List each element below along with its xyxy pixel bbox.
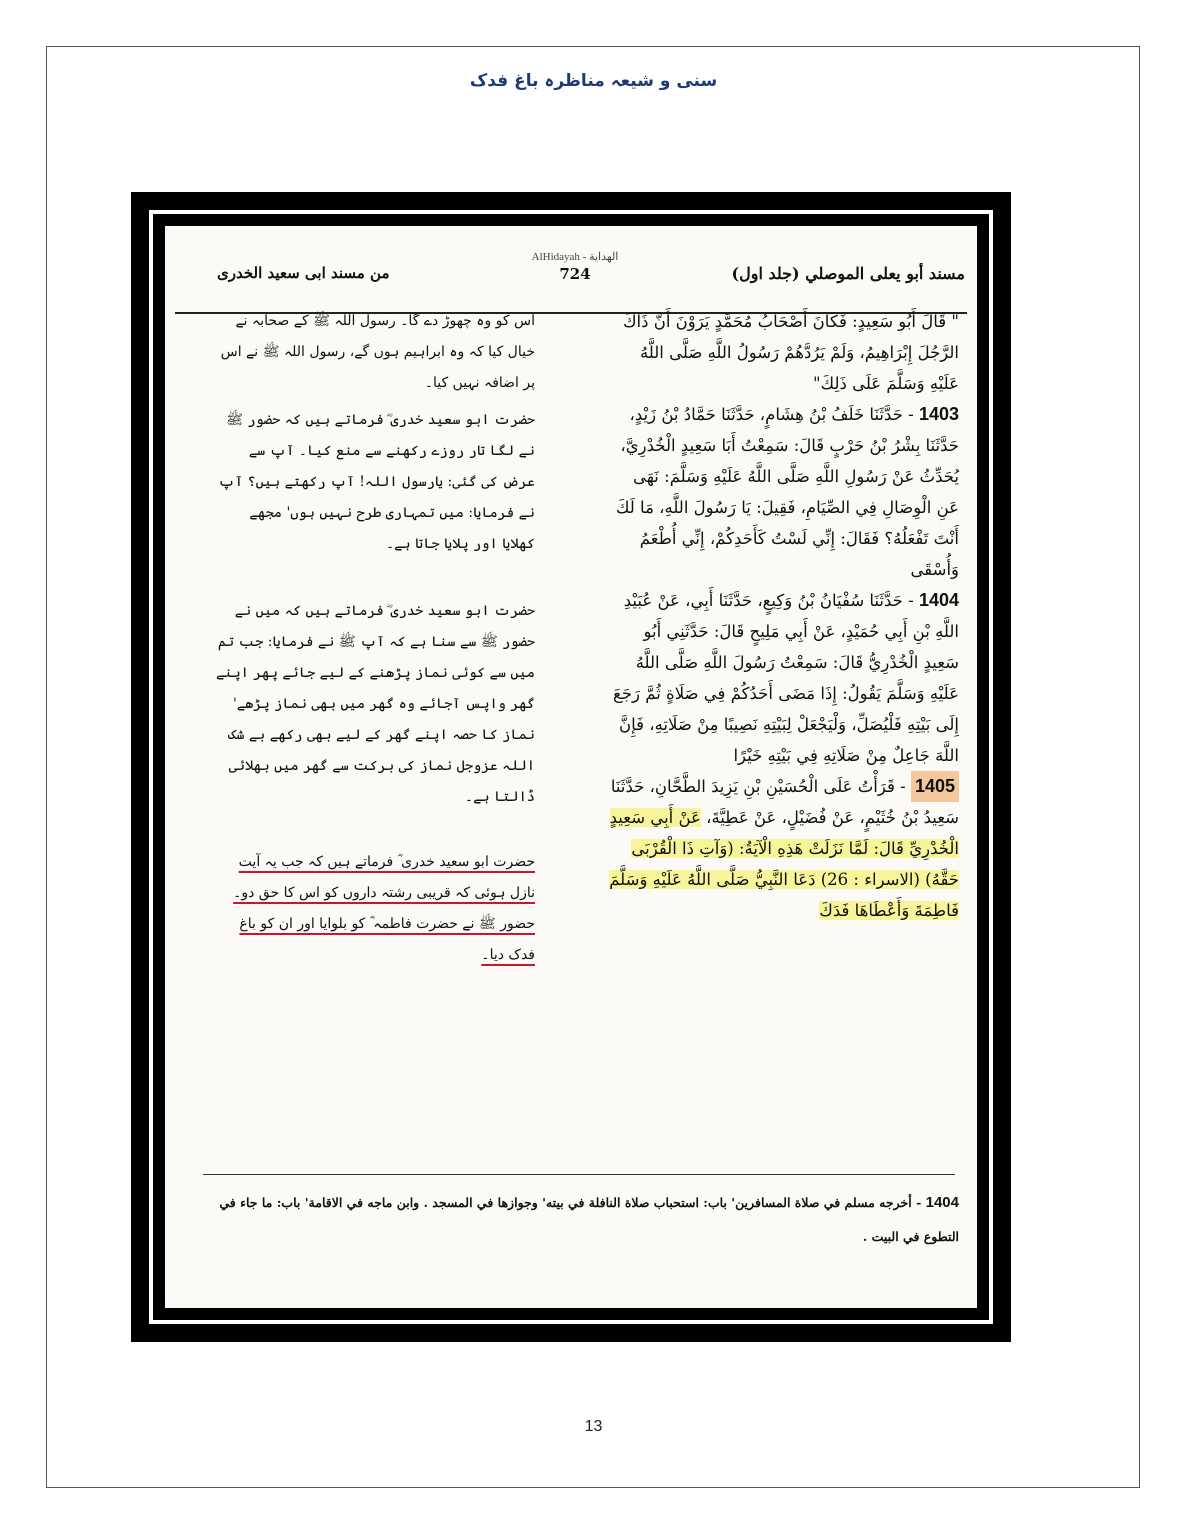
urdu-paragraph: اس کو وہ چھوڑ دے گا۔ رسول اللہ ﷺ کے صحابہ نے خیال کیا کہ وہ ابراہیم ہوں گے، رسول اللہ ﷺ نے اس پر اضافہ نہیں کیا۔ xyxy=(220,313,535,391)
arabic-column xyxy=(609,306,959,926)
scanned-book-page xyxy=(165,226,977,1308)
urdu-column xyxy=(215,306,535,971)
book-title: مسند أبو يعلى الموصلي (جلد اول) xyxy=(731,264,965,283)
page-number: 13 xyxy=(584,1418,603,1435)
hadith-1403: 1403 - حَدَّثَنَا خَلَفُ بْنُ هِشَامٍ، حَدَّثَنَا حَمَّادُ بْنُ زَيْدٍ، حَدَّثَنَا بِشْرُ بْنُ حَرْبٍ قَالَ: سَمِعْتُ أَبَا سَعِيدٍ الْخُدْرِيَّ، يُحَدِّثُ عَنْ رَسُولِ اللَّهِ صَلَّى اللَّهُ عَلَيْهِ وَسَلَّمَ: نَهَى عَنِ الْوِصَالِ فِي الصِّيَامِ، فَقِيلَ: يَا رَسُولَ اللَّهِ، مَا لَكَ أَنْتَ تَفْعَلُهُ؟ فَقَالَ: إِنِّي لَسْتُ كَأَحَدِكُمْ، إِنِّي أُطْعَمُ وَأُسْقَى xyxy=(609,399,959,585)
footnote: 1404 - أخرجه مسلم في صلاة المسافرين' باب: استحباب صلاة النافلة في بيته' وجوازها في المسجد . وابن ماجه في الاقامة' باب: ما جاء في التطوع في البيت . xyxy=(185,1186,959,1254)
page-title: سنی و شیعہ مناظرہ باغ فدک xyxy=(469,71,718,91)
section-title: من مسند ابی سعید الخدری xyxy=(217,264,390,282)
highlighted-text: عَنْ أَبِي سَعِيدٍ الْخُدْرِيِّ قَالَ: لَمَّا نَزَلَتْ هَذِهِ الْآيَةُ: (وَآتِ ذَا الْقُرْبَى حَقَّهُ) (الاسراء : 26) دَعَا النَّبِيُّ صَلَّى اللَّهُ عَلَيْهِ وَسَلَّمَ فَاطِمَةَ وَأَعْطَاهَا فَدَكَ xyxy=(609,808,959,920)
publisher-brand: AlHidayah - الهداية xyxy=(531,251,619,263)
footnote-rule xyxy=(203,1174,955,1175)
book-page-number: 724 xyxy=(559,265,591,283)
urdu-paragraph: حضرت ابو سعید خدری ؓ فرماتے ہیں کہ حضور ﷺ نے لگا تار روزے رکھنے سے منع کیا۔ آپ سے عرض کی گئی: یارسول اللہ! آپ رکھتے ہیں؟ آپ نے فرمایا: میں تمہاری طرح نہیں ہوں' مجھے کھلایا اور پلایا جاتا ہے۔ xyxy=(218,412,535,552)
hadith-continuation: " قَالَ أَبُو سَعِيدٍ: فَكَانَ أَصْحَابُ مُحَمَّدٍ يَرَوْنَ أَنَّ ذَاكَ الرَّجُلَ إِبْرَاهِيمُ، وَلَمْ يَرُدَّهُمْ رَسُولُ اللَّهِ صَلَّى اللَّهُ عَلَيْهِ وَسَلَّمَ عَلَى ذَلِكَ" xyxy=(622,312,959,393)
hadith-1405: 1405 - قَرَأْتُ عَلَى الْحُسَيْنِ بْنِ يَزِيدَ الطَّحَّانِ، حَدَّثَنَا سَعِيدُ بْنُ خُثَيْمٍ، عَنْ فُضَيْلٍ، عَنْ عَطِيَّةَ، عَنْ أَبِي سَعِيدٍ الْخُدْرِيِّ قَالَ: لَمَّا نَزَلَتْ هَذِهِ الْآيَةُ: (وَآتِ ذَا الْقُرْبَى حَقَّهُ) (الاسراء : 26) دَعَا النَّبِيُّ صَلَّى اللَّهُ عَلَيْهِ وَسَلَّمَ فَاطِمَةَ وَأَعْطَاهَا فَدَكَ xyxy=(609,771,959,926)
hadith-number: 1403 xyxy=(918,404,959,424)
hadith-number-highlighted: 1405 xyxy=(911,771,959,802)
hadith-number: 1404 xyxy=(918,590,959,610)
urdu-paragraph: حضرت ابو سعید خدری ؓ فرماتے ہیں کہ میں نے حضور ﷺ سے سنا ہے کہ آپ ﷺ نے فرمایا: جب تم میں سے کوئی نماز پڑھنے کے لیے جائے پھر اپنے گھر واپس آجائے وہ گھر میں بھی نماز پڑھے' نماز کا حصہ اپنے گھر کے لیے بھی رکھے بے شک اللہ عزوجل نماز کی برکت سے گھر میں بھلائی ڈالتا ہے۔ xyxy=(216,603,535,805)
scanned-page-frame xyxy=(131,192,1011,1342)
book-page-header xyxy=(165,250,977,290)
footnote-number: 1404 xyxy=(925,1194,959,1211)
urdu-paragraph-underlined: حضرت ابو سعید خدری ؓ فرماتے ہیں کہ جب یہ آیت نازل ہوئی کہ قریبی رشتہ داروں کو اس کا حق دو۔ حضور ﷺ نے حضرت فاطمہ ؓ کو بلوایا اور ان کو باغ فدک دیا۔ xyxy=(233,854,535,963)
hadith-1404: 1404 - حَدَّثَنَا سُفْيَانُ بْنُ وَكِيعٍ، حَدَّثَنَا أَبِي، عَنْ عُبَيْدِ اللَّهِ بْنِ أَبِي حُمَيْدٍ، عَنْ أَبِي مَلِيحٍ قَالَ: حَدَّثَنِي أَبُو سَعِيدٍ الْخُدْرِيُّ قَالَ: سَمِعْتُ رَسُولَ اللَّهِ صَلَّى اللَّهُ عَلَيْهِ وَسَلَّمَ يَقُولُ: إِذَا مَضَى أَحَدُكُمْ فِي صَلَاةٍ ثُمَّ رَجَعَ إِلَى بَيْتِهِ فَلْيُصَلِّ، وَلْيَجْعَلْ لِبَيْتِهِ نَصِيبًا مِنْ صَلَاتِهِ، فَإِنَّ اللَّهَ جَاعِلٌ مِنْ صَلَاتِهِ فِي بَيْتِهِ خَيْرًا xyxy=(609,585,959,771)
